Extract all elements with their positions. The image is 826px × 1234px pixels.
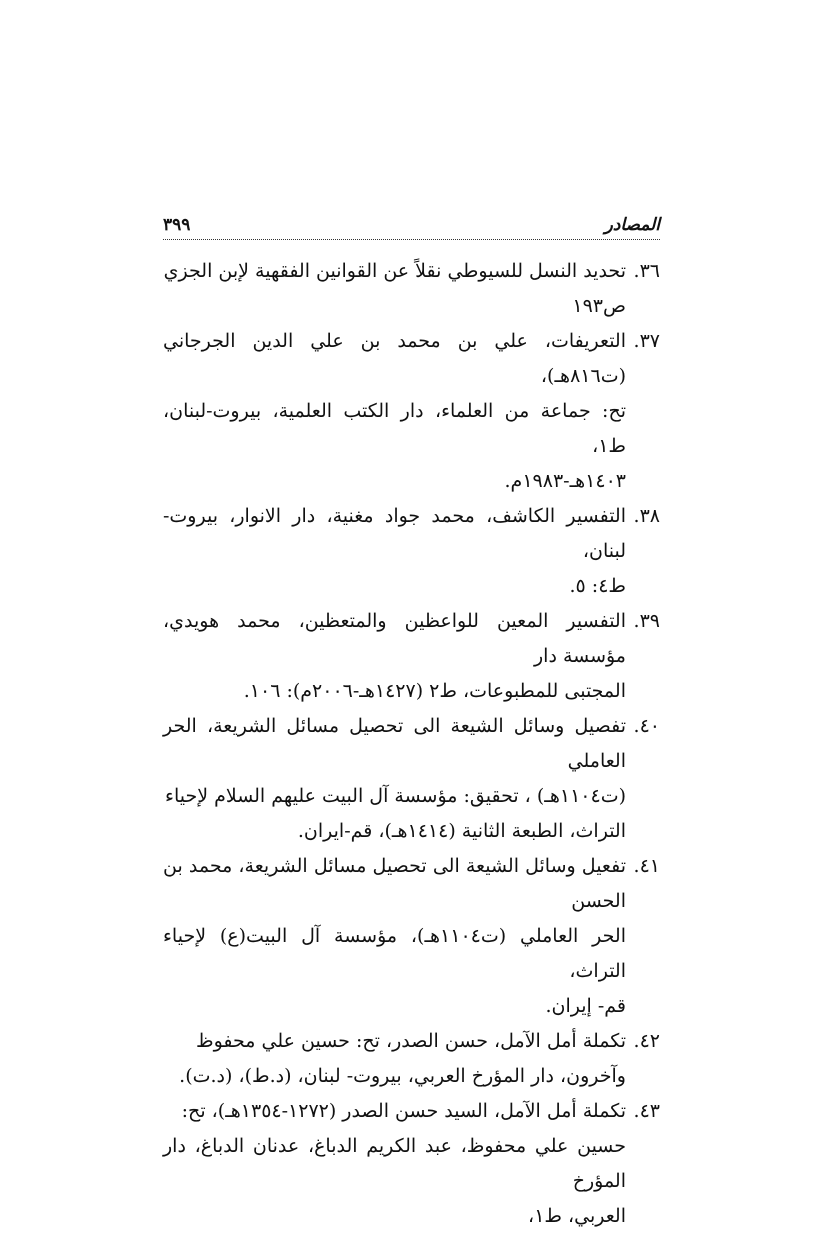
reference-entry [163,1024,660,1094]
book-page [163,213,660,1234]
entry-number: ٣٦. [633,260,660,282]
reference-entry [163,849,660,1024]
entry-line: تح: جماعة من العلماء، دار الكتب العلمية، بيروت-لبنان، ط١، [163,400,626,457]
entry-number: ٣٨. [633,505,660,527]
reference-entry [163,254,660,324]
reference-entry [163,499,660,604]
entry-line: ١٤٠٣هـ-١٩٨٣م. [504,470,626,492]
running-header [163,213,660,240]
entry-line: (ت١١٠٤هـ) ، تحقيق: مؤسسة آل البيت عليهم السلام لإحياء [165,785,626,807]
references-list [163,254,660,1234]
reference-entry [163,1094,660,1234]
entry-number: ٣٧. [633,330,660,352]
entry-line: الحر العاملي (ت١١٠٤هـ)، مؤسسة آل البيت(ع) لإحياء التراث، [163,925,626,982]
reference-entry [163,709,660,849]
entry-number: ٤١. [633,855,660,877]
entry-line: تكملة أمل الآمل، السيد حسن الصدر (١٢٧٢-١٣٥٤هـ)، تح: [181,1100,626,1122]
entry-number: ٣٩. [633,610,660,632]
entry-line: التفسير المعين للواعظين والمتعظين، محمد هويدي، مؤسسة دار [163,610,626,667]
entry-line: ط٤: ٥. [569,575,626,597]
reference-entry [163,604,660,709]
header-title: المصادر [604,215,660,235]
entry-line: حسين علي محفوظ، عبد الكريم الدباغ، عدنان الدباغ، دار المؤرخ [163,1135,626,1192]
entry-line: وآخرون، دار المؤرخ العربي، بيروت- لبنان، (د.ط)، (د.ت). [179,1065,626,1087]
entry-line: قم- إيران. [545,995,626,1017]
entry-number: ٤٢. [633,1030,660,1052]
entry-line: تحديد النسل للسيوطي نقلاً عن القوانين الفقهية لإبن الجزي [163,260,626,282]
entry-line: التراث، الطبعة الثانية (١٤١٤هـ)، قم-ايران. [297,820,626,842]
entry-number: ٤٠. [633,715,660,737]
entry-line: المجتبى للمطبوعات، ط٢ (١٤٢٧هـ-٢٠٠٦م): ١٠٦. [243,680,626,702]
entry-line: تفعيل وسائل الشيعة الى تحصيل مسائل الشريعة، محمد بن الحسن [163,855,626,912]
page-number: ٣٩٩ [163,215,191,235]
entry-line: تفصيل وسائل الشيعة الى تحصيل مسائل الشريعة، الحر العاملي [163,715,626,772]
entry-line: التعريفات، علي بن محمد بن علي الدين الجرجاني (ت٨١٦هـ)، [163,330,626,387]
entry-line: تكملة أمل الآمل، حسن الصدر، تح: حسين علي محفوظ [196,1030,626,1052]
entry-line: التفسير الكاشف، محمد جواد مغنية، دار الانوار، بيروت- لبنان، [163,505,626,562]
entry-line: ص١٩٣ [572,295,626,317]
entry-line: العربي، ط١، [528,1205,626,1227]
entry-number: ٤٣. [633,1100,660,1122]
reference-entry [163,324,660,499]
